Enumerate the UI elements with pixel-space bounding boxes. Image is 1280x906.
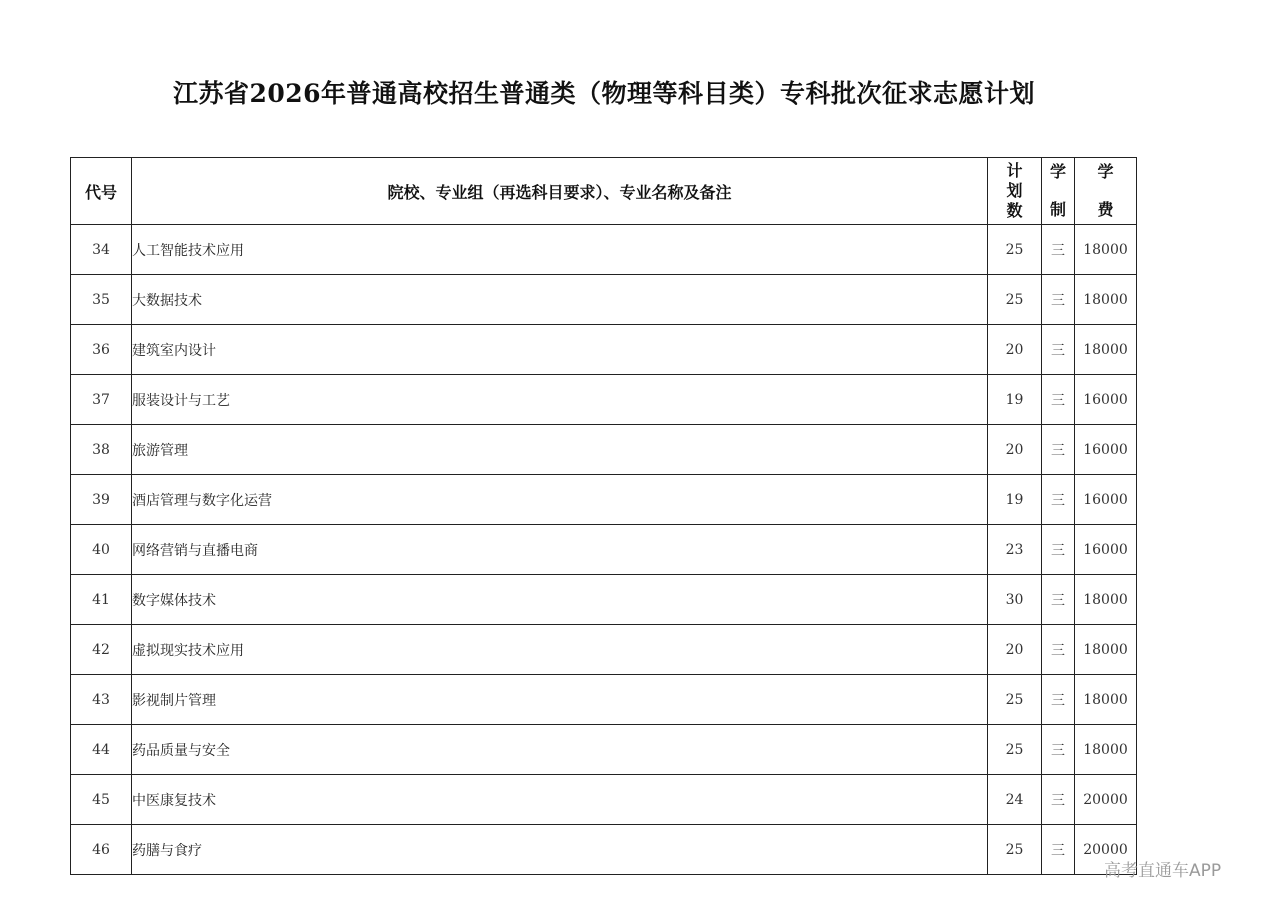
cell-code: 39 [71,475,132,525]
cell-plan: 30 [988,575,1042,625]
cell-fee: 16000 [1075,525,1137,575]
cell-plan: 20 [988,425,1042,475]
cell-fee: 18000 [1075,575,1137,625]
cell-years: 三 [1042,325,1075,375]
table-row [71,525,1137,575]
cell-major-name: 旅游管理 [132,425,988,475]
cell-plan: 25 [988,225,1042,275]
table-row [71,775,1137,825]
cell-code: 37 [71,375,132,425]
header-years-char: 学 [1049,162,1066,181]
cell-major-name: 酒店管理与数字化运营 [132,475,988,525]
cell-fee: 18000 [1075,275,1137,325]
cell-plan: 19 [988,475,1042,525]
cell-code: 41 [71,575,132,625]
cell-fee: 16000 [1075,475,1137,525]
cell-major-name: 影视制片管理 [132,675,988,725]
cell-major-name: 中医康复技术 [132,775,988,825]
header-fee-char: 学 [1097,162,1114,181]
table-row [71,225,1137,275]
cell-years: 三 [1042,575,1075,625]
cell-plan: 25 [988,825,1042,875]
header-plan [988,158,1042,225]
cell-code: 46 [71,825,132,875]
document-title: 江苏省2026年普通高校招生普通类（物理等科目类）专科批次征求志愿计划 [172,79,1036,108]
cell-major-name: 人工智能技术应用 [132,225,988,275]
cell-major-name: 网络营销与直播电商 [132,525,988,575]
cell-years: 三 [1042,225,1075,275]
cell-years: 三 [1042,775,1075,825]
table-row [71,425,1137,475]
cell-code: 38 [71,425,132,475]
table-row [71,675,1137,725]
cell-major-name: 大数据技术 [132,275,988,325]
cell-code: 45 [71,775,132,825]
cell-plan: 25 [988,275,1042,325]
cell-code: 36 [71,325,132,375]
cell-years: 三 [1042,475,1075,525]
cell-years: 三 [1042,625,1075,675]
header-years-char: 制 [1049,200,1066,219]
cell-years: 三 [1042,725,1075,775]
cell-fee: 20000 [1075,825,1137,875]
header-plan-char: 数 [1006,201,1023,220]
cell-years: 三 [1042,825,1075,875]
cell-plan: 20 [988,625,1042,675]
cell-code: 35 [71,275,132,325]
cell-major-name: 建筑室内设计 [132,325,988,375]
header-code: 代号 [71,158,132,225]
table-row [71,725,1137,775]
table-row [71,625,1137,675]
cell-major-name: 数字媒体技术 [132,575,988,625]
cell-code: 40 [71,525,132,575]
table-row [71,475,1137,525]
header-years [1042,158,1075,225]
cell-years: 三 [1042,375,1075,425]
cell-fee: 16000 [1075,425,1137,475]
table-row [71,825,1137,875]
cell-fee: 18000 [1075,625,1137,675]
cell-major-name: 药品质量与安全 [132,725,988,775]
cell-major-name: 虚拟现实技术应用 [132,625,988,675]
cell-plan: 24 [988,775,1042,825]
table-row [71,375,1137,425]
cell-plan: 19 [988,375,1042,425]
header-name: 院校、专业组（再选科目要求）、专业名称及备注 [132,158,988,225]
cell-years: 三 [1042,525,1075,575]
cell-fee: 18000 [1075,225,1137,275]
plan-table [70,157,1137,875]
cell-years: 三 [1042,425,1075,475]
cell-code: 43 [71,675,132,725]
table-row [71,275,1137,325]
cell-major-name: 药膳与食疗 [132,825,988,875]
cell-fee: 20000 [1075,775,1137,825]
cell-fee: 18000 [1075,325,1137,375]
cell-fee: 16000 [1075,375,1137,425]
cell-major-name: 服装设计与工艺 [132,375,988,425]
header-fee [1075,158,1137,225]
cell-code: 34 [71,225,132,275]
header-plan-char: 划 [1006,181,1023,200]
cell-fee: 18000 [1075,675,1137,725]
watermark-text: 高考直通车APP [1104,861,1222,881]
cell-years: 三 [1042,675,1075,725]
table-row [71,325,1137,375]
cell-plan: 23 [988,525,1042,575]
cell-plan: 25 [988,675,1042,725]
cell-plan: 25 [988,725,1042,775]
cell-fee: 18000 [1075,725,1137,775]
header-plan-char: 计 [1006,161,1023,180]
table-header-row [71,158,1137,225]
cell-code: 42 [71,625,132,675]
cell-code: 44 [71,725,132,775]
table-row [71,575,1137,625]
cell-plan: 20 [988,325,1042,375]
cell-years: 三 [1042,275,1075,325]
header-fee-char: 费 [1097,200,1114,219]
